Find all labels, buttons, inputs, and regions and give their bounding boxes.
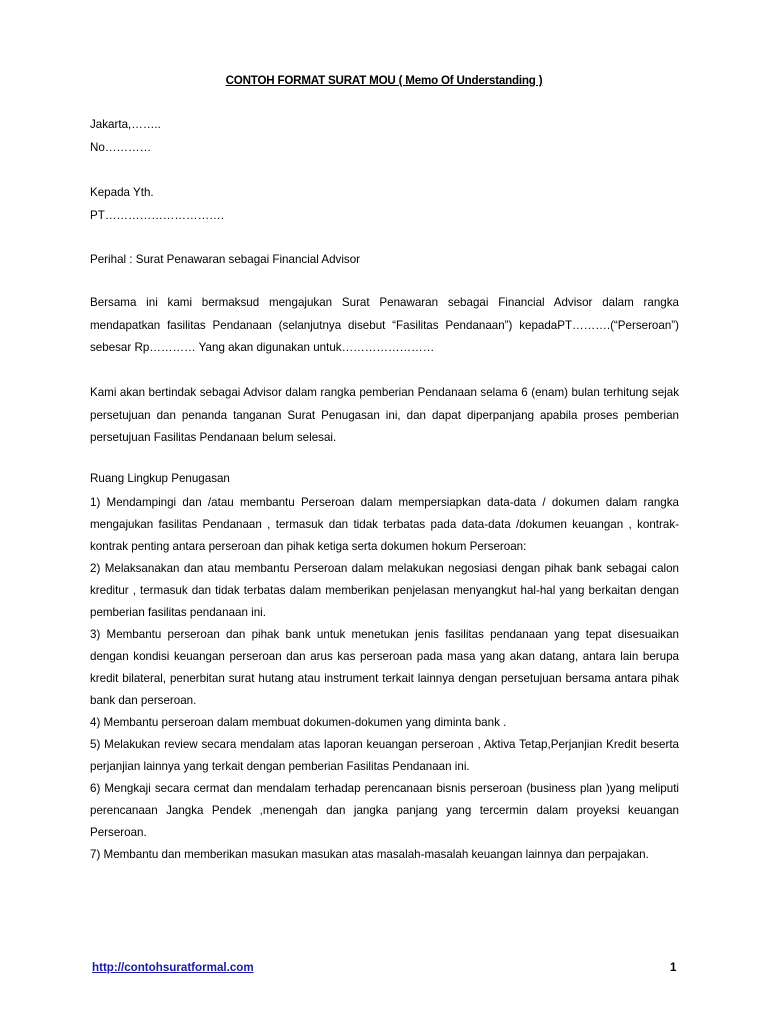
place-date: Jakarta,…….. [90, 118, 161, 131]
paragraph-offer: Bersama ini kami bermaksud mengajukan Surat Penawaran sebagai Financial Advisor dalam rangka mendapatkan fasilitas Pendanaan (selanjutnya disebut “Fasilitas Pendanaan”) kepadaPT……….(“Perseroan”) sebesar Rp………… Yang akan digunakan untuk…………………… [90, 296, 679, 354]
recipient-company: PT…………………………. [90, 209, 224, 222]
list-item: 5) Melakukan review secara mendalam atas laporan keuangan perseroan , Aktiva Tetap,Perjanjian Kredit beserta perjanjian lainnya yang terkait dengan pemberian Fasilitas Pendanaan ini. [90, 738, 679, 773]
list-item: 1) Mendampingi dan /atau membantu Perseroan dalam mempersiapkan data-data / dokumen dalam rangka mengajukan fasilitas Pendanaan , termasuk dan tidak terbatas pada data-data /dokumen keuangan , kontrak-kontrak penting antara perseroan dan pihak ketiga serta dokumen hokum Perseroan: [90, 496, 679, 553]
scope-heading: Ruang Lingkup Penugasan [90, 472, 230, 485]
scope-list [90, 492, 679, 866]
list-item: 7) Membantu dan memberikan masukan masukan atas masalah-masalah keuangan lainnya dan perpajakan. [90, 848, 649, 861]
list-item: 4) Membantu perseroan dalam membuat dokumen-dokumen yang diminta bank . [90, 716, 507, 729]
subject-line: Perihal : Surat Penawaran sebagai Financial Advisor [90, 253, 361, 266]
recipient-label: Kepada Yth. [90, 186, 154, 199]
list-item: 2) Melaksanakan dan atau membantu Perseroan dalam melakukan negosiasi dengan pihak bank sebagai calon kreditur , termasuk dan tidak terbatas dalam memberikan penjelasan menyangkut hal-hal yang berkaitan dengan pemberian fasilitas pendanaan ini. [90, 562, 679, 619]
page-number: 1 [670, 961, 677, 974]
letter-number: No………… [90, 141, 152, 154]
list-item: 3) Membantu perseroan dan pihak bank untuk menetukan jenis fasilitas pendanaan yang tepat disesuaikan dengan kondisi keuangan perseroan dan arus kas perseroan pada masa yang akan datang, antara lain berupa kredit bilateral, penerbitan surat hutang atau instrument terkait lainnya dengan persetujuan bersama antara pihak bank dan perseroan. [90, 628, 679, 707]
paragraph-advisor-term: Kami akan bertindak sebagai Advisor dalam rangka pemberian Pendanaan selama 6 (enam) bulan terhitung sejak persetujuan dan penanda tanganan Surat Penugasan ini, dan dapat diperpanjang apabila proses pemberian persetujuan Fasilitas Pendanaan belum selesai. [90, 386, 679, 444]
footer-website-link[interactable]: http://contohsuratformal.com [92, 961, 254, 974]
document-title: CONTOH FORMAT SURAT MOU ( Memo Of Understanding ) [225, 74, 543, 87]
list-item: 6) Mengkaji secara cermat dan mendalam terhadap perencanaan bisnis perseroan (business plan )yang meliputi perencanaan Jangka Pendek ,menengah dan jangka panjang yang tercermin dalam proyeksi keuangan Perseroan. [90, 782, 679, 839]
